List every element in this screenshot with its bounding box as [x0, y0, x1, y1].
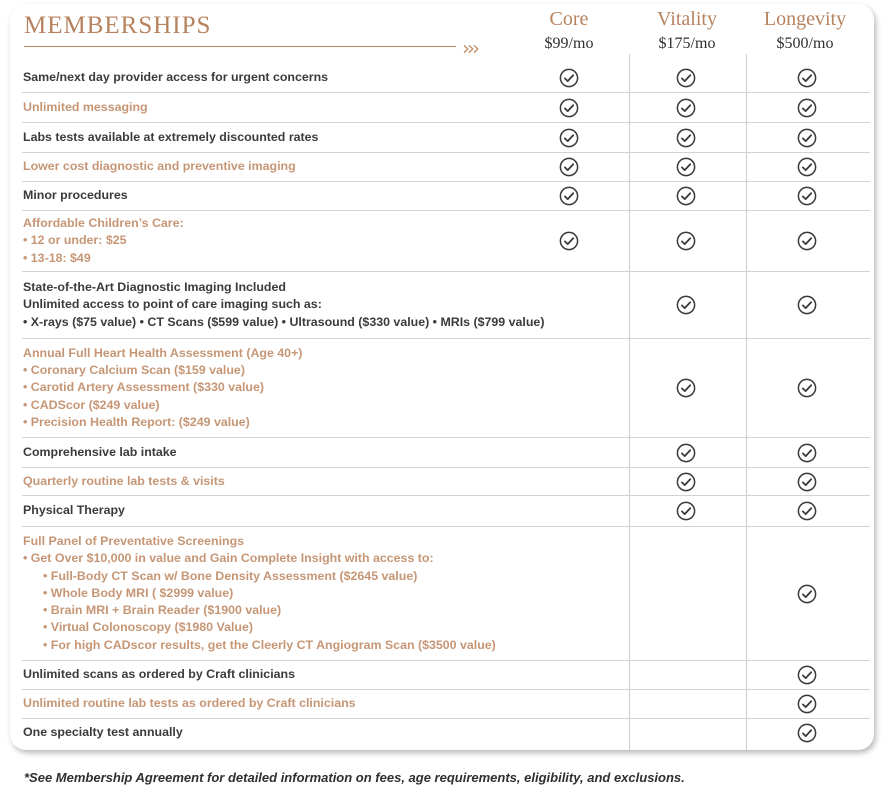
circle-check-icon — [797, 665, 817, 685]
feature-label — [23, 496, 125, 526]
circle-check-icon — [797, 186, 817, 206]
feature-row — [22, 661, 870, 690]
feature-line: Unlimited access to point of care imaging such as: — [23, 297, 322, 312]
title-underline — [24, 46, 456, 47]
feature-line: Quarterly routine lab tests & visits — [23, 473, 225, 488]
feature-row — [22, 64, 870, 93]
feature-row — [22, 496, 870, 527]
feature-label — [23, 468, 225, 495]
feature-label — [23, 93, 148, 122]
feature-line: Unlimited messaging — [23, 99, 148, 114]
chevrons-right-icon: ››› — [462, 36, 477, 60]
circle-check-icon — [797, 694, 817, 714]
circle-check-icon — [676, 501, 696, 521]
feature-line: Full Panel of Preventative Screenings — [23, 533, 245, 548]
feature-line: Lower cost diagnostic and preventive imaging — [23, 159, 296, 174]
circle-check-icon — [676, 157, 696, 177]
feature-line: • 13-18: $49 — [23, 250, 91, 265]
page-title: MEMBERSHIPS — [24, 12, 212, 39]
tier-price: $175/mo — [658, 35, 716, 52]
feature-row — [22, 211, 870, 272]
circle-check-icon — [797, 128, 817, 148]
circle-check-icon — [559, 157, 579, 177]
circle-check-icon — [559, 128, 579, 148]
circle-check-icon — [559, 186, 579, 206]
feature-label — [23, 272, 544, 338]
tier-price: $500/mo — [776, 35, 834, 52]
feature-row — [22, 182, 870, 211]
circle-check-icon — [797, 295, 817, 315]
circle-check-icon — [797, 378, 817, 398]
feature-line: • Full-Body CT Scan w/ Bone Density Assessment ($2645 value) — [43, 568, 418, 583]
circle-check-icon — [559, 68, 579, 88]
feature-label — [23, 153, 296, 181]
feature-row — [22, 527, 870, 661]
feature-line: Unlimited routine lab tests as ordered by Craft clinicians — [23, 696, 356, 711]
feature-line: • Virtual Colonoscopy ($1980 Value) — [43, 620, 253, 635]
feature-line: • Get Over $10,000 in value and Gain Complete Insight with access to: — [23, 551, 434, 566]
feature-label — [23, 527, 496, 660]
circle-check-icon — [797, 98, 817, 118]
feature-row — [22, 93, 870, 123]
circle-check-icon — [559, 231, 579, 251]
tier-header-vitality — [632, 8, 742, 54]
circle-check-icon — [797, 68, 817, 88]
feature-line: Labs tests available at extremely discounted rates — [23, 129, 319, 144]
circle-check-icon — [797, 443, 817, 463]
feature-line: • Carotid Artery Assessment ($330 value) — [23, 380, 265, 395]
feature-line: Minor procedures — [23, 188, 128, 203]
circle-check-icon — [676, 186, 696, 206]
tier-price: $99/mo — [544, 35, 594, 52]
feature-line: Same/next day provider access for urgent concerns — [23, 70, 329, 85]
tier-name: Core — [549, 8, 589, 30]
feature-row — [22, 339, 870, 438]
circle-check-icon — [797, 723, 817, 743]
circle-check-icon — [797, 231, 817, 251]
feature-row — [22, 719, 870, 747]
circle-check-icon — [676, 231, 696, 251]
feature-line: Unlimited scans as ordered by Craft clinicians — [23, 667, 295, 682]
feature-line: • CADScor ($249 value) — [23, 397, 160, 412]
feature-line: • Precision Health Report: ($249 value) — [23, 414, 250, 429]
feature-line: • Coronary Calcium Scan ($159 value) — [23, 363, 245, 378]
feature-line: • Brain MRI + Brain Reader ($1900 value) — [43, 603, 282, 618]
feature-line: Annual Full Heart Health Assessment (Age 40+) — [23, 345, 303, 360]
circle-check-icon — [559, 98, 579, 118]
feature-label — [23, 690, 356, 718]
circle-check-icon — [676, 378, 696, 398]
footnote: *See Membership Agreement for detailed information on fees, age requirements, eligibility, and exclusions. — [24, 770, 685, 785]
circle-check-icon — [797, 501, 817, 521]
circle-check-icon — [676, 128, 696, 148]
tier-header-core — [514, 8, 624, 54]
feature-label — [23, 719, 183, 747]
feature-row — [22, 153, 870, 182]
feature-row — [22, 690, 870, 719]
circle-check-icon — [797, 472, 817, 492]
tier-name: Vitality — [657, 8, 717, 30]
circle-check-icon — [797, 157, 817, 177]
feature-line: • For high CADscor results, get the Cleerly CT Angiogram Scan ($3500 value) — [43, 637, 496, 652]
feature-line: Comprehensive lab intake — [23, 444, 177, 459]
feature-row — [22, 468, 870, 496]
circle-check-icon — [676, 472, 696, 492]
circle-check-icon — [676, 443, 696, 463]
circle-check-icon — [676, 68, 696, 88]
feature-line: • Whole Body MRI ( $2999 value) — [43, 585, 234, 600]
feature-line: • 12 or under: $25 — [23, 233, 127, 248]
feature-label — [23, 123, 318, 152]
feature-row — [22, 438, 870, 468]
feature-label — [23, 661, 295, 689]
feature-line: One specialty test annually — [23, 725, 183, 740]
feature-label — [23, 64, 328, 92]
feature-line: Affordable Children’s Care: — [23, 216, 184, 231]
circle-check-icon — [676, 98, 696, 118]
tier-header-longevity — [750, 8, 860, 54]
circle-check-icon — [797, 584, 817, 604]
feature-line: State-of-the-Art Diagnostic Imaging Included — [23, 280, 286, 295]
feature-line: • X-rays ($75 value) • CT Scans ($599 value) • Ultrasound ($330 value) • MRIs ($799 value) — [23, 314, 545, 329]
feature-label — [23, 438, 177, 467]
feature-row — [22, 272, 870, 339]
circle-check-icon — [676, 295, 696, 315]
feature-line: Physical Therapy — [23, 503, 125, 518]
feature-label — [23, 182, 128, 210]
feature-label — [23, 339, 302, 437]
feature-label — [23, 211, 184, 271]
feature-row — [22, 123, 870, 153]
tier-name: Longevity — [763, 8, 847, 30]
